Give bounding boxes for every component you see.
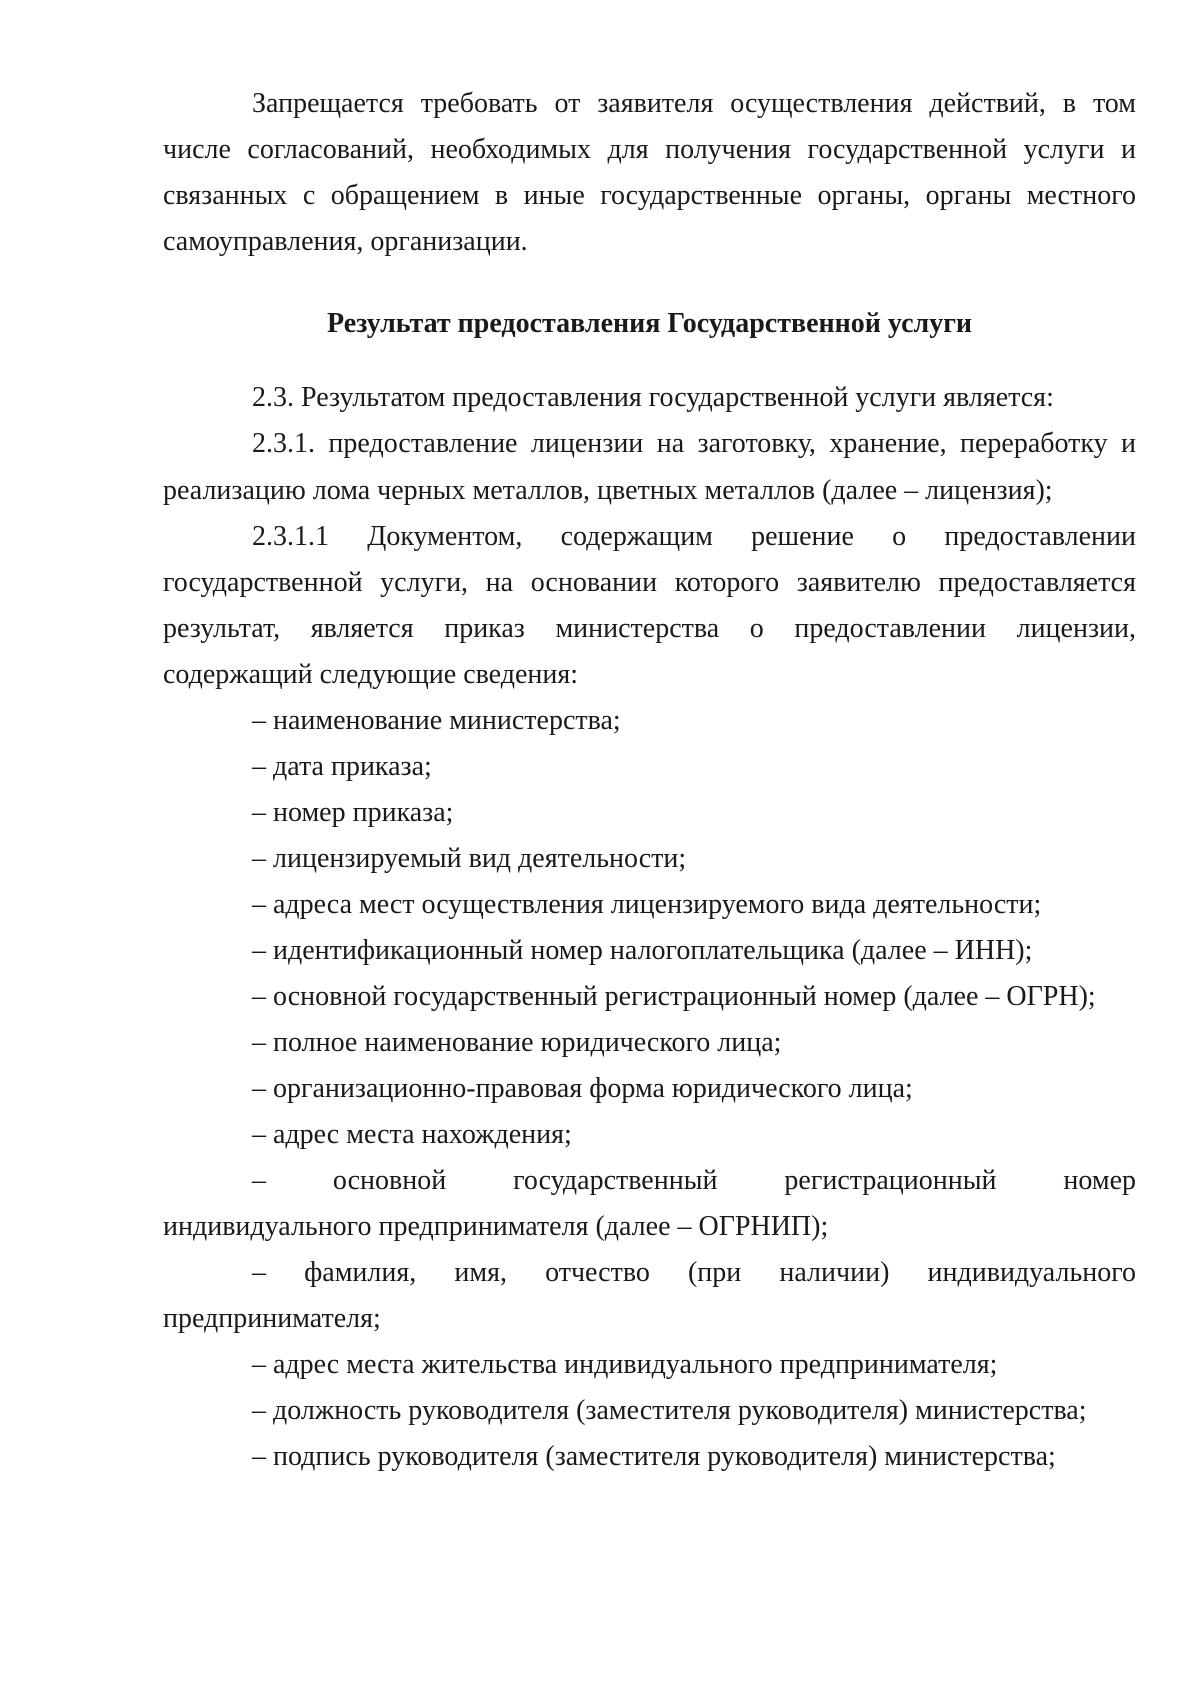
paragraph-line: связанных с обращением в иные государственные органы, органы местного (163, 180, 1136, 211)
list-item: предпринимателя; (163, 1303, 381, 1334)
paragraph-line: самоуправления, организации. (163, 226, 528, 257)
list-item: – фамилия, имя, отчество (при наличии) индивидуального (252, 1257, 1136, 1288)
list-item: – дата приказа; (252, 751, 432, 782)
list-item: индивидуального предпринимателя (далее – ОГРНИП); (163, 1211, 829, 1242)
list-item: – должность руководителя (заместителя руководителя) министерства; (252, 1395, 1087, 1426)
paragraph-line: Запрещается требовать от заявителя осуществления действий, в том (252, 88, 1136, 119)
section-heading: Результат предоставления Государственной услуги (326, 308, 973, 339)
paragraph-line: содержащий следующие сведения: (163, 659, 579, 690)
paragraph-line: результат, является приказ министерства о предоставлении лицензии, (163, 613, 1136, 644)
list-item: – лицензируемый вид деятельности; (252, 843, 687, 874)
paragraph-line: 2.3. Результатом предоставления государственной услуги является: (252, 382, 1054, 413)
paragraph-line: 2.3.1.1 Документом, содержащим решение о предоставлении (252, 521, 1136, 552)
paragraph-line: числе согласований, необходимых для получения государственной услуги и (163, 134, 1136, 165)
list-item: – полное наименование юридического лица; (252, 1027, 782, 1058)
list-item: – адреса мест осуществления лицензируемого вида деятельности; (252, 889, 1042, 920)
paragraph-line: реализацию лома черных металлов, цветных металлов (далее – лицензия); (163, 475, 1053, 506)
list-item: – основной государственный регистрационный номер (далее – ОГРН); (252, 981, 1096, 1012)
list-item: – наименование министерства; (252, 705, 621, 736)
list-item: – организационно-правовая форма юридического лица; (252, 1073, 913, 1104)
list-item: – номер приказа; (252, 797, 454, 828)
list-item: – идентификационный номер налогоплательщика (далее – ИНН); (252, 935, 1033, 966)
paragraph-line: 2.3.1. предоставление лицензии на заготовку, хранение, переработку и (252, 428, 1136, 459)
list-item: – адрес места нахождения; (252, 1119, 572, 1150)
list-item: – подпись руководителя (заместителя руководителя) министерства; (252, 1441, 1056, 1472)
paragraph-line: государственной услуги, на основании которого заявителю предоставляется (163, 567, 1136, 598)
list-item: – адрес места жительства индивидуального предпринимателя; (252, 1349, 998, 1380)
list-item: – основной государственный регистрационный номер (252, 1165, 1136, 1196)
